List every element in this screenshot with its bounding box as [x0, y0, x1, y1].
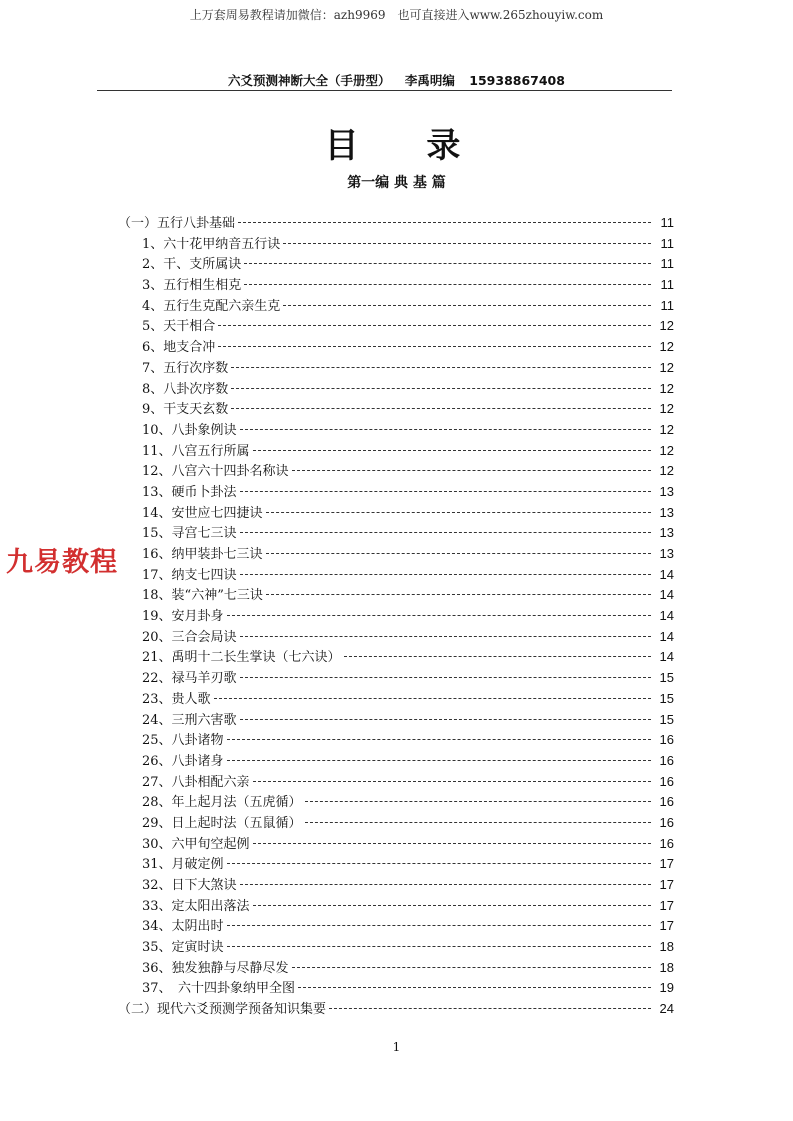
toc-entry-label: 17、纳支七四诀: [142, 567, 237, 583]
toc-entry-page: 17: [659, 856, 674, 872]
toc-entry[interactable]: [118, 419, 674, 440]
toc-leader: [227, 615, 651, 616]
toc-leader: [240, 429, 651, 430]
toc-entry-page: 18: [659, 959, 674, 975]
toc-leader: [253, 450, 651, 451]
toc-leader: [231, 367, 651, 368]
toc-leader: [240, 532, 651, 533]
toc-entry[interactable]: [118, 295, 674, 316]
toc-entry[interactable]: [118, 791, 674, 812]
toc-entry[interactable]: [118, 543, 674, 564]
toc-entry-page: 18: [659, 939, 674, 955]
toc-entry-page: 17: [659, 918, 674, 934]
toc-entry-page: 11: [660, 256, 674, 272]
toc-entry-label: 15、寻宫七三诀: [142, 526, 237, 542]
toc-leader: [253, 781, 651, 782]
toc-entry-page: 11: [660, 235, 674, 251]
toc-entry[interactable]: [118, 315, 674, 336]
toc-leader: [214, 698, 651, 699]
toc-entry-label: 36、独发独静与尽静尽发: [142, 960, 289, 976]
toc-entry-label: 25、八卦诸物: [142, 733, 224, 749]
toc-leader: [283, 243, 651, 244]
toc-entry-label: 37、 六十四卦象纳甲全图: [142, 981, 296, 997]
toc-entry[interactable]: [118, 646, 674, 667]
toc-entry-page: 14: [659, 566, 674, 582]
toc-entry[interactable]: [118, 936, 674, 957]
toc-entry-page: 11: [660, 297, 674, 313]
toc-leader: [244, 284, 651, 285]
toc-entry-label: 9、干支天玄数: [142, 402, 229, 418]
toc-entry-page: 12: [659, 318, 674, 334]
toc-entry-label: 30、六甲旬空起例: [142, 836, 250, 852]
toc-entry[interactable]: [118, 212, 674, 233]
toc-entry-page: 12: [659, 339, 674, 355]
toc-leader: [283, 305, 651, 306]
toc-leader: [240, 574, 651, 575]
toc-entry-page: 15: [659, 711, 674, 727]
toc-entry[interactable]: [118, 398, 674, 419]
toc-entry-label: （一）五行八卦基础: [118, 216, 236, 231]
toc-leader: [344, 656, 651, 657]
toc-leader: [240, 719, 651, 720]
toc-leader: [292, 470, 651, 471]
toc-entry[interactable]: [118, 667, 674, 688]
toc-entry-page: 14: [659, 608, 674, 624]
toc-entry[interactable]: [118, 605, 674, 626]
toc-entry[interactable]: [118, 729, 674, 750]
toc-entry[interactable]: [118, 357, 674, 378]
toc-leader: [292, 967, 651, 968]
toc-entry[interactable]: [118, 253, 674, 274]
toc-entry-page: 14: [659, 587, 674, 603]
toc-entry[interactable]: [118, 915, 674, 936]
toc-leader: [238, 222, 651, 223]
toc-entry-label: 29、日上起时法（五鼠循）: [142, 815, 302, 831]
toc-entry-label: 4、五行生克配六亲生克: [142, 298, 281, 314]
toc-entry[interactable]: [118, 233, 674, 254]
toc-entry-label: 27、八卦相配六亲: [142, 774, 250, 790]
toc-leader: [240, 884, 651, 885]
phone-number: 15938867408: [469, 73, 565, 88]
toc-leader: [227, 739, 651, 740]
toc-leader: [266, 553, 651, 554]
toc-entry-label: 12、八宫六十四卦名称诀: [142, 464, 289, 480]
toc-leader: [218, 346, 651, 347]
toc-entry[interactable]: [118, 957, 674, 978]
toc-entry-label: 22、禄马羊刃歌: [142, 671, 237, 687]
toc-entry[interactable]: [118, 977, 674, 998]
toc-entry-label: 5、天干相合: [142, 319, 216, 335]
toc-entry-page: 13: [659, 546, 674, 561]
toc-leader: [240, 677, 651, 678]
toc-leader: [253, 905, 651, 906]
toc-entry-page: 14: [659, 628, 674, 644]
toc-entry-page: 13: [659, 525, 674, 541]
toc-leader: [244, 263, 651, 264]
toc-entry[interactable]: [118, 688, 674, 709]
toc-entry-label: 32、日下大煞诀: [142, 878, 237, 893]
toc-entry[interactable]: [118, 771, 674, 792]
toc-entry-label: 7、五行次序数: [142, 360, 229, 376]
toc-entry-label: 1、六十花甲纳音五行诀: [142, 236, 281, 252]
toc-entry-label: 18、装“六神”七三诀: [142, 588, 263, 604]
toc-entry-label: 28、年上起月法（五虎循）: [142, 795, 302, 811]
toc-entry-page: 14: [659, 649, 674, 665]
toc-entry-label: 3、五行相生相克: [142, 278, 242, 294]
toc-entry[interactable]: [118, 460, 674, 481]
toc-entry[interactable]: [118, 522, 674, 543]
toc-entry-label: 31、月破定例: [142, 857, 224, 873]
part-title: 第一编 典 基 篇: [347, 175, 446, 191]
toc-entry-label: 13、硬币卜卦法: [142, 484, 237, 500]
toc-leader: [253, 843, 651, 844]
toc-entry-page: 16: [659, 732, 674, 748]
toc-entry-page: 15: [659, 690, 674, 706]
toc-entry-page: 12: [659, 401, 674, 417]
toc-entry-label: 16、纳甲装卦七三诀: [142, 547, 263, 562]
toc-leader: [266, 512, 651, 513]
toc-entry-label: 24、三刑六害歌: [142, 712, 237, 728]
toc-entry-label: 33、定太阳出落法: [142, 898, 250, 914]
toc-entry-page: 12: [659, 463, 674, 479]
toc-leader: [305, 801, 651, 802]
toc-entry-label: （二）现代六爻预测学预备知识集要: [118, 1002, 327, 1018]
toc-leader: [266, 594, 651, 595]
toc-entry-label: 20、三合会局诀: [142, 629, 237, 645]
toc-entry[interactable]: [118, 750, 674, 771]
toc-entry-label: 23、贵人歌: [142, 691, 211, 707]
toc-leader: [218, 325, 651, 326]
toc-entry-label: 2、干、支所属诀: [142, 257, 242, 273]
page-number: 1: [392, 1040, 401, 1054]
toc-leader: [227, 946, 651, 947]
toc-leader: [240, 636, 651, 637]
toc-entry[interactable]: [118, 378, 674, 399]
toc-entry-page: 16: [659, 835, 674, 851]
toc-entry-label: 8、八卦次序数: [142, 381, 229, 397]
toc-entry-page: 16: [659, 752, 674, 768]
toc-entry-page: 11: [660, 277, 674, 293]
document-header: [0, 71, 793, 89]
toc-entry-label: 11、八宫五行所属: [142, 443, 250, 459]
toc-leader: [298, 987, 651, 988]
toc-entry[interactable]: [118, 274, 674, 295]
toc-entry-page: 11: [660, 215, 674, 230]
toc-entry-page: 15: [659, 670, 674, 686]
author: 李禹明编: [404, 73, 455, 88]
toc-entry[interactable]: [118, 481, 674, 502]
toc-leader: [227, 863, 651, 864]
toc-entry[interactable]: [118, 874, 674, 895]
toc-entry-page: 19: [659, 980, 674, 996]
toc-leader: [329, 1008, 651, 1009]
table-of-contents: [118, 212, 674, 1019]
toc-entry-page: 16: [659, 814, 674, 830]
toc-entry-page: 12: [659, 442, 674, 458]
toc-entry-page: 16: [659, 773, 674, 789]
toc-entry[interactable]: [118, 998, 674, 1019]
toc-entry[interactable]: [118, 812, 674, 833]
toc-entry-label: 26、八卦诸身: [142, 753, 224, 769]
toc-leader: [240, 491, 651, 492]
toc-entry-label: 6、地支合冲: [142, 340, 216, 356]
book-title: 六爻预测神断大全（手册型）: [228, 73, 391, 88]
toc-leader: [227, 760, 651, 761]
toc-entry[interactable]: [118, 709, 674, 730]
toc-leader: [305, 822, 651, 823]
toc-entry-label: 14、安世应七四捷诀: [142, 505, 263, 521]
toc-entry[interactable]: [118, 564, 674, 585]
toc-entry-label: 34、太阴出时: [142, 919, 224, 935]
toc-title: 目 录: [324, 126, 489, 166]
toc-entry[interactable]: [118, 584, 674, 605]
toc-entry[interactable]: [118, 895, 674, 916]
toc-leader: [231, 408, 651, 409]
toc-entry-page: 16: [659, 794, 674, 810]
toc-entry-page: 13: [659, 504, 674, 520]
toc-entry-page: 12: [659, 421, 674, 437]
toc-entry-label: 10、八卦象例诀: [142, 422, 237, 438]
toc-entry-page: 13: [659, 483, 674, 499]
watermark: 九易教程: [6, 547, 118, 578]
toc-entry[interactable]: [118, 502, 674, 523]
toc-entry-page: 12: [659, 359, 674, 375]
toc-entry-label: 35、定寅时诀: [142, 940, 224, 956]
toc-entry-page: 17: [659, 897, 674, 913]
top-banner: 上万套周易教程请加微信：azh9969 也可直接进入www.265zhouyiw.com: [189, 8, 604, 22]
toc-entry-page: 24: [659, 1001, 674, 1017]
header-rule: [97, 90, 672, 91]
toc-entry-label: 21、禹明十二长生掌诀（七六诀）: [142, 650, 341, 666]
toc-leader: [227, 925, 651, 926]
toc-entry-page: 17: [659, 877, 674, 892]
toc-leader: [231, 388, 651, 389]
toc-entry[interactable]: [118, 626, 674, 647]
toc-entry[interactable]: [118, 833, 674, 854]
toc-entry-label: 19、安月卦身: [142, 609, 224, 625]
toc-entry-page: 12: [659, 380, 674, 396]
toc-entry[interactable]: [118, 853, 674, 874]
toc-entry[interactable]: [118, 336, 674, 357]
toc-entry[interactable]: [118, 440, 674, 461]
